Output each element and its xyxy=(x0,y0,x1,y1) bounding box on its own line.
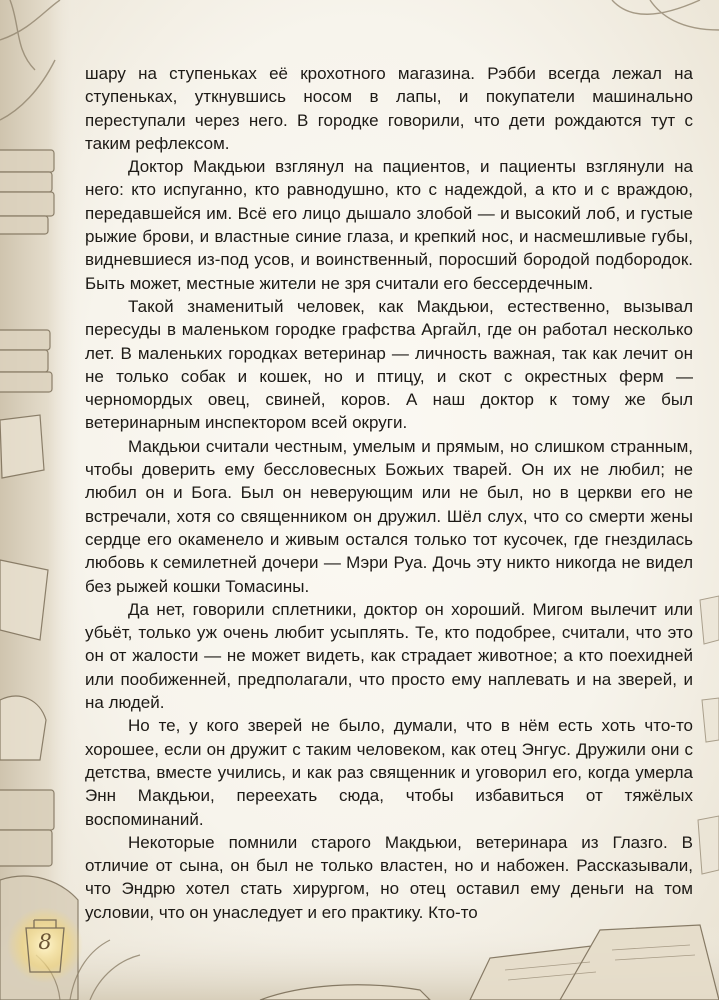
page-number-lantern xyxy=(24,920,66,968)
paragraph: Такой знаменитый человек, как Макдьюи, естественно, вызывал пересуды в маленьком городке графства Аргайл, где он работал несколько лет. В маленьких городках ветеринар — личность важная, так как лечит он не только собак и кошек, но и птицу, и скот с окрестных ферм — черномордых овец, свиней, коров. А наш доктор к тому же был ветеринарным инспектором всей округи. xyxy=(85,296,693,433)
paragraph: Да нет, говорили сплетники, доктор он хороший. Мигом вылечит или убьёт, только уж очень любит усыплять. Те, кто подобрее, считали, что это он от жалости — не может видеть, как страдает животное; а кто поехидней или пообиженней, предполагали, что просто ему наплевать и на зверей, и на людей. xyxy=(85,599,693,713)
paragraph: Но те, у кого зверей не было, думали, что в нём есть хоть что-то хорошее, если он дружит с таким человеком, как отец Энгус. Дружили они с детства, вместе учились, и как раз священник и уговорил его, когда умерла Энн Макдьюи, переехать сюда, чтобы избавиться от тяжёлых воспоминаний. xyxy=(85,716,693,829)
paragraph: Доктор Макдьюи взглянул на пациентов, и пациенты взглянули на него: кто испуганно, кто равнодушно, кто с надеждой, а кто и с враждою, передавшейся им. Всё его лицо дышало злобой — и высокий лоб, и густые рыжие брови, и властные синие глаза, и крепкий нос, и насмешливые губы, видневшиеся из-под усов, и воинственный, поросший бородой подбородок. Быть может, местные жители не зря считали его бессердечным. xyxy=(85,157,693,293)
page-number: 8 xyxy=(38,930,52,954)
paragraph: шару на ступеньках её крохотного магазина. Рэбби всегда лежал на ступеньках, уткнувшись носом в лапы, и покупатели машинально переступали через него. В городке говорили, что дети рождаются тут с таким рефлексом. xyxy=(85,64,693,153)
paragraph: Макдьюи считали честным, умелым и прямым, но слишком странным, чтобы доверить ему бессловесных Божьих тварей. Он их не любил; не любил он и Бога. Был он неверующим или не был, но в церкви его не встречали, хотя со священником он дружил. Шёл слух, что со смерти жены сердце его окаменело и живым остался только тот кусочек, где гнездилась любовь к семилетней дочери — Мэри Руа. Дочь эту никто никогда не видел без рыжей кошки Томасины. xyxy=(85,436,693,596)
body-text xyxy=(85,62,693,924)
paragraph: Некоторые помнили старого Макдьюи, ветеринара из Глазго. В отличие от сына, он был не только властен, но и набожен. Рассказывали, что Эндрю хотел стать хирургом, но отец оставил ему деньги на том условии, что он унаследует и его практику. Кто-то xyxy=(85,832,693,922)
